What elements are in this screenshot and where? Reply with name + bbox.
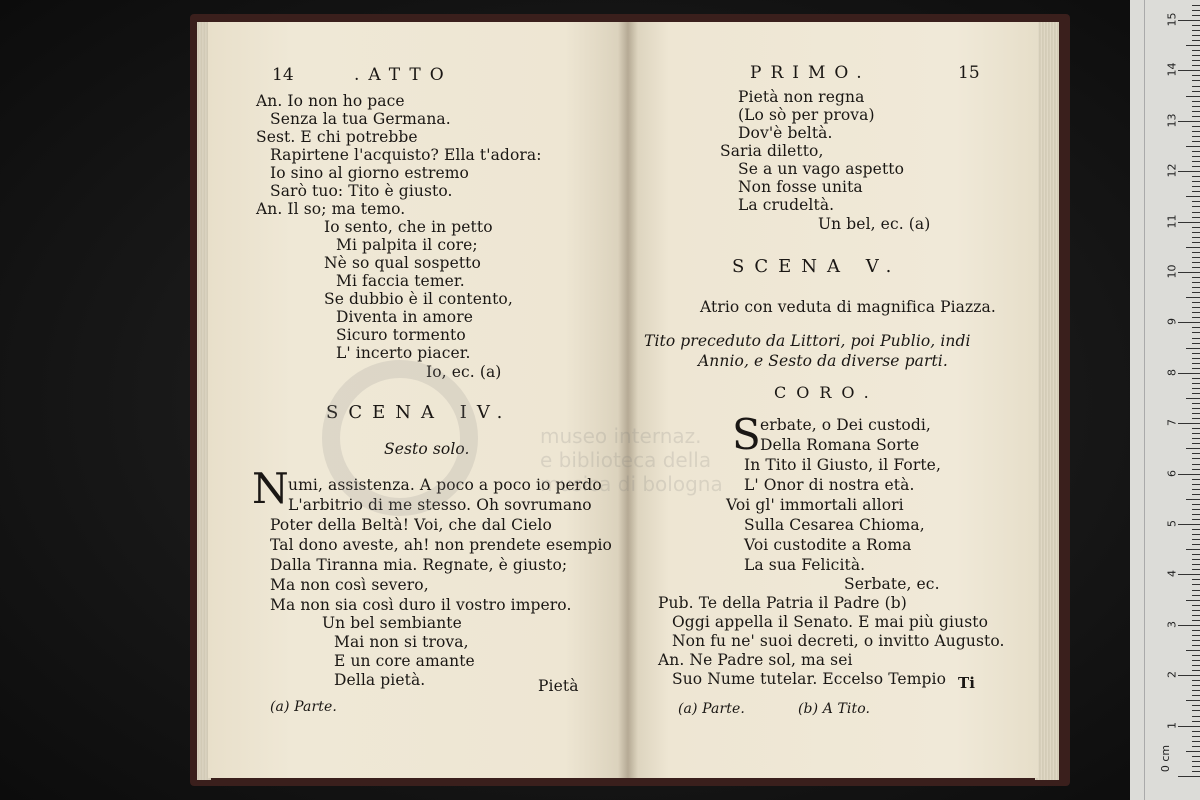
ruler-tick: [1192, 771, 1200, 772]
text-line: Dalla Tiranna mia. Regnate, è giusto;: [270, 556, 568, 574]
catchword: Ti: [958, 674, 976, 692]
ruler-tick: [1192, 660, 1200, 661]
ruler-tick: [1192, 605, 1200, 606]
ruler-tick: [1192, 358, 1200, 359]
text-line: Tal dono aveste, ah! non prendete esempio: [270, 536, 612, 554]
ruler-tick: [1178, 373, 1200, 374]
ruler-tick: [1192, 721, 1200, 722]
ruler-tick: [1186, 398, 1200, 399]
ruler-tick: [1192, 690, 1200, 691]
ruler-tick: [1192, 75, 1200, 76]
text-line: Senza la tua Germana.: [270, 110, 451, 128]
ruler-tick: [1192, 15, 1200, 16]
scene-subtitle: Sesto solo.: [384, 440, 470, 458]
ruler-tick: [1178, 474, 1200, 475]
text-line: An. Il so; ma temo.: [256, 200, 406, 218]
ruler-tick: [1192, 217, 1200, 218]
ruler-tick: [1192, 141, 1200, 142]
ruler-tick: [1192, 181, 1200, 182]
ruler-number: 13: [1165, 113, 1179, 128]
ruler-tick: [1192, 212, 1200, 213]
ruler-tick: [1192, 25, 1200, 26]
ruler-tick: [1178, 423, 1200, 424]
text-line: In Tito il Giusto, il Forte,: [744, 456, 941, 474]
measuring-ruler: [1130, 0, 1200, 800]
text-line: Mi faccia temer.: [336, 272, 465, 290]
ruler-tick: [1192, 201, 1200, 202]
ruler-tick: [1192, 595, 1200, 596]
ruler-number: 8: [1165, 368, 1179, 376]
right-running-head: PRIMO.: [750, 63, 871, 83]
ruler-tick: [1192, 484, 1200, 485]
ruler-tick: [1192, 559, 1200, 560]
ruler-tick: [1192, 161, 1200, 162]
ruler-tick: [1178, 20, 1200, 21]
ruler-tick: [1192, 428, 1200, 429]
text-line: An. Io non ho pace: [256, 92, 405, 110]
ruler-tick: [1178, 272, 1200, 273]
ruler-tick: [1192, 166, 1200, 167]
ruler-tick: [1192, 80, 1200, 81]
ruler-tick: [1178, 171, 1200, 172]
text-line: Serbate, ec.: [844, 575, 940, 593]
ruler-tick: [1192, 287, 1200, 288]
ruler-tick: [1192, 741, 1200, 742]
ruler-tick: [1186, 297, 1200, 298]
text-line: An. Ne Padre sol, ma sei: [658, 651, 853, 669]
ruler-tick: [1192, 186, 1200, 187]
ruler-tick: [1192, 635, 1200, 636]
ruler-tick: [1192, 630, 1200, 631]
ruler-tick: [1178, 574, 1200, 575]
left-running-head: .ATTO: [354, 65, 453, 85]
ruler-tick: [1192, 156, 1200, 157]
text-line: Ma non sia così duro il vostro impero.: [270, 596, 572, 614]
ruler-tick: [1186, 650, 1200, 651]
ruler-tick: [1192, 408, 1200, 409]
ruler-tick: [1192, 292, 1200, 293]
ruler-tick: [1192, 65, 1200, 66]
ruler-tick: [1192, 469, 1200, 470]
right-page-number: 15: [958, 63, 980, 83]
ruler-number: 12: [1165, 163, 1179, 178]
footnote: (a) Parte.: [678, 701, 745, 717]
ruler-tick: [1192, 393, 1200, 394]
ruler-tick: [1192, 736, 1200, 737]
ruler-tick: [1192, 569, 1200, 570]
ruler-number: 1: [1165, 721, 1179, 729]
ruler-tick: [1186, 600, 1200, 601]
ruler-tick: [1186, 45, 1200, 46]
ruler-tick: [1192, 716, 1200, 717]
ruler-tick: [1192, 282, 1200, 283]
ruler-tick: [1192, 267, 1200, 268]
text-line: Sulla Cesarea Chioma,: [744, 516, 925, 534]
ruler-tick: [1192, 655, 1200, 656]
ruler-tick: [1186, 196, 1200, 197]
ruler-tick: [1192, 620, 1200, 621]
ruler-tick: [1178, 625, 1200, 626]
text-line: Dov'è beltà.: [738, 124, 833, 142]
text-line: Pietà non regna: [738, 88, 865, 106]
ruler-tick: [1192, 464, 1200, 465]
text-line: Sarò tuo: Tito è giusto.: [270, 182, 453, 200]
text-line: Ma non così severo,: [270, 576, 429, 594]
ruler-tick: [1192, 86, 1200, 87]
footnote: (b) A Tito.: [798, 701, 871, 717]
ruler-tick: [1192, 504, 1200, 505]
ruler-unit: 0 cm: [1159, 744, 1173, 773]
ruler-number: 5: [1165, 520, 1179, 527]
ruler-tick: [1192, 731, 1200, 732]
page-edges-right: [1035, 22, 1059, 780]
scene-title: SCENA V.: [732, 256, 902, 277]
ruler-tick: [1192, 106, 1200, 107]
text-line: Diventa in amore: [336, 308, 474, 326]
text-line: Io sino al giorno estremo: [270, 164, 469, 182]
text-line: Poter della Beltà! Voi, che dal Cielo: [270, 516, 552, 534]
ruler-tick: [1192, 307, 1200, 308]
text-line: Se dubbio è il contento,: [324, 290, 513, 308]
ruler-tick: [1192, 554, 1200, 555]
ruler-tick: [1192, 539, 1200, 540]
ruler-tick: [1192, 317, 1200, 318]
ruler-tick: [1192, 383, 1200, 384]
ruler-tick: [1192, 579, 1200, 580]
text-line: (Lo sò per prova): [738, 106, 875, 124]
ruler-tick: [1192, 101, 1200, 102]
ruler-tick: [1192, 534, 1200, 535]
ruler-tick: [1192, 670, 1200, 671]
ruler-number: 11: [1165, 214, 1179, 229]
ruler-tick: [1192, 131, 1200, 132]
ruler-tick: [1192, 35, 1200, 36]
ruler-tick: [1192, 489, 1200, 490]
ruler-tick: [1192, 519, 1200, 520]
text-line: L' incerto piacer.: [336, 344, 471, 362]
ruler-tick: [1186, 146, 1200, 147]
ruler-tick: [1192, 443, 1200, 444]
ruler-tick: [1192, 176, 1200, 177]
text-line: Voi custodite a Roma: [744, 536, 912, 554]
ruler-tick: [1192, 514, 1200, 515]
ruler-tick: [1192, 615, 1200, 616]
ruler-tick: [1192, 645, 1200, 646]
ruler-tick: [1186, 348, 1200, 349]
ruler-tick: [1178, 675, 1200, 676]
ruler-tick: [1192, 710, 1200, 711]
chorus-title: CORO.: [774, 383, 879, 402]
text-line: umi, assistenza. A poco a poco io perdo: [288, 476, 602, 494]
ruler-tick: [1192, 111, 1200, 112]
ruler-tick: [1192, 418, 1200, 419]
text-line: E un core amante: [334, 652, 475, 670]
text-line: Io sento, che in petto: [324, 218, 493, 236]
text-line: Un bel, ec. (a): [818, 215, 931, 233]
scene-title: SCENA IV.: [326, 402, 513, 423]
ruler-tick: [1192, 312, 1200, 313]
ruler-tick: [1192, 262, 1200, 263]
ruler-tick: [1192, 5, 1200, 6]
ruler-tick: [1192, 680, 1200, 681]
ruler-tick: [1192, 338, 1200, 339]
ruler-tick: [1192, 91, 1200, 92]
ruler-tick: [1192, 242, 1200, 243]
text-line: Un bel sembiante: [322, 614, 462, 632]
drop-cap: N: [252, 464, 289, 513]
ruler-number: 10: [1165, 264, 1179, 279]
ruler-tick: [1178, 121, 1200, 122]
ruler-tick: [1192, 695, 1200, 696]
text-line: Della Romana Sorte: [760, 436, 920, 454]
ruler-tick: [1192, 584, 1200, 585]
text-line: L'arbitrio di me stesso. Oh sovrumano: [288, 496, 592, 514]
ruler-number: 7: [1165, 419, 1179, 427]
ruler-tick: [1192, 705, 1200, 706]
ruler-tick: [1192, 610, 1200, 611]
ruler-tick: [1192, 332, 1200, 333]
ruler-tick: [1186, 751, 1200, 752]
left-page-number: 14: [272, 65, 294, 85]
ruler-tick: [1192, 761, 1200, 762]
text-line: Suo Nume tutelar. Eccelso Tempio: [672, 670, 947, 688]
ruler-tick: [1192, 60, 1200, 61]
ruler-tick: [1192, 40, 1200, 41]
ruler-tick: [1192, 10, 1200, 11]
ruler-tick: [1192, 388, 1200, 389]
ruler-tick: [1192, 302, 1200, 303]
ruler-tick: [1192, 237, 1200, 238]
ruler-tick: [1192, 403, 1200, 404]
ruler-tick: [1192, 378, 1200, 379]
text-line: Mai non si trova,: [334, 633, 469, 651]
text-line: Mi palpita il core;: [336, 236, 478, 254]
ruler-tick: [1192, 479, 1200, 480]
ruler-number: 15: [1165, 12, 1179, 27]
ruler-tick: [1192, 50, 1200, 51]
ruler-tick: [1192, 206, 1200, 207]
ruler-number: 2: [1165, 671, 1179, 679]
text-line: Voi gl' immortali allori: [726, 496, 904, 514]
ruler-tick: [1192, 126, 1200, 127]
ruler-tick: [1192, 640, 1200, 641]
stage-direction: Annio, e Sesto da diverse parti.: [698, 352, 948, 370]
ruler-tick: [1178, 322, 1200, 323]
ruler-edge: [1144, 0, 1145, 800]
ruler-tick: [1192, 756, 1200, 757]
ruler-tick: [1192, 257, 1200, 258]
ruler-tick: [1192, 458, 1200, 459]
ruler-tick: [1192, 544, 1200, 545]
text-line: Sest. E chi potrebbe: [256, 128, 418, 146]
text-line: Io, ec. (a): [426, 363, 502, 381]
ruler-tick: [1192, 494, 1200, 495]
ruler-number: 3: [1165, 620, 1179, 628]
scene-setting: Atrio con veduta di magnifica Piazza.: [700, 298, 996, 316]
book-gutter: [618, 22, 638, 778]
ruler-tick: [1192, 413, 1200, 414]
stage-direction: Tito preceduto da Littori, poi Publio, indi: [644, 332, 971, 350]
ruler-tick: [1186, 448, 1200, 449]
text-line: Non fu ne' suoi decreti, o invitto Augusto.: [672, 632, 1005, 650]
ruler-tick: [1192, 252, 1200, 253]
text-line: Della pietà.: [334, 671, 426, 689]
ruler-tick: [1192, 116, 1200, 117]
ruler-tick: [1192, 191, 1200, 192]
text-line: La crudeltà.: [738, 196, 835, 214]
ruler-tick: [1192, 590, 1200, 591]
ruler-tick: [1192, 564, 1200, 565]
ruler-tick: [1178, 222, 1200, 223]
ruler-tick: [1186, 499, 1200, 500]
right-page: [628, 22, 1038, 778]
ruler-tick: [1192, 509, 1200, 510]
ruler-tick: [1178, 776, 1200, 777]
drop-cap: S: [732, 410, 761, 459]
ruler-tick: [1186, 96, 1200, 97]
text-line: L' Onor di nostra età.: [744, 476, 915, 494]
ruler-tick: [1192, 363, 1200, 364]
text-line: Se a un vago aspetto: [738, 160, 905, 178]
ruler-tick: [1178, 726, 1200, 727]
ruler-tick: [1192, 438, 1200, 439]
ruler-tick: [1192, 136, 1200, 137]
ruler-tick: [1178, 524, 1200, 525]
ruler-tick: [1192, 232, 1200, 233]
ruler-tick: [1192, 327, 1200, 328]
ruler-tick: [1192, 353, 1200, 354]
ruler-tick: [1192, 343, 1200, 344]
catchword: Pietà: [538, 677, 579, 695]
ruler-tick: [1192, 529, 1200, 530]
ruler-tick: [1192, 151, 1200, 152]
ruler-tick: [1192, 30, 1200, 31]
text-line: Sicuro tormento: [336, 326, 466, 344]
ruler-tick: [1192, 453, 1200, 454]
text-line: La sua Felicità.: [744, 556, 866, 574]
text-line: Rapirtene l'acquisto? Ella t'adora:: [270, 146, 542, 164]
text-line: Pub. Te della Patria il Padre (b): [658, 594, 907, 612]
ruler-tick: [1192, 277, 1200, 278]
ruler-number: 4: [1165, 570, 1179, 578]
ruler-number: 14: [1165, 62, 1179, 77]
text-line: Non fosse unita: [738, 178, 863, 196]
text-line: Oggi appella il Senato. E mai più giusto: [672, 613, 989, 631]
ruler-tick: [1178, 70, 1200, 71]
ruler-tick: [1192, 665, 1200, 666]
ruler-tick: [1192, 227, 1200, 228]
ruler-number: 6: [1165, 469, 1179, 477]
ruler-tick: [1192, 55, 1200, 56]
ruler-number: 9: [1165, 318, 1179, 326]
ruler-tick: [1186, 700, 1200, 701]
ruler-tick: [1186, 247, 1200, 248]
text-line: erbate, o Dei custodi,: [760, 416, 931, 434]
text-line: Saria diletto,: [720, 142, 824, 160]
ruler-tick: [1192, 766, 1200, 767]
ruler-tick: [1192, 368, 1200, 369]
ruler-tick: [1192, 685, 1200, 686]
text-line: Nè so qual sospetto: [324, 254, 481, 272]
ruler-tick: [1192, 746, 1200, 747]
ruler-tick: [1192, 433, 1200, 434]
ruler-tick: [1186, 549, 1200, 550]
left-page: [208, 22, 628, 778]
footnote: (a) Parte.: [270, 699, 337, 715]
